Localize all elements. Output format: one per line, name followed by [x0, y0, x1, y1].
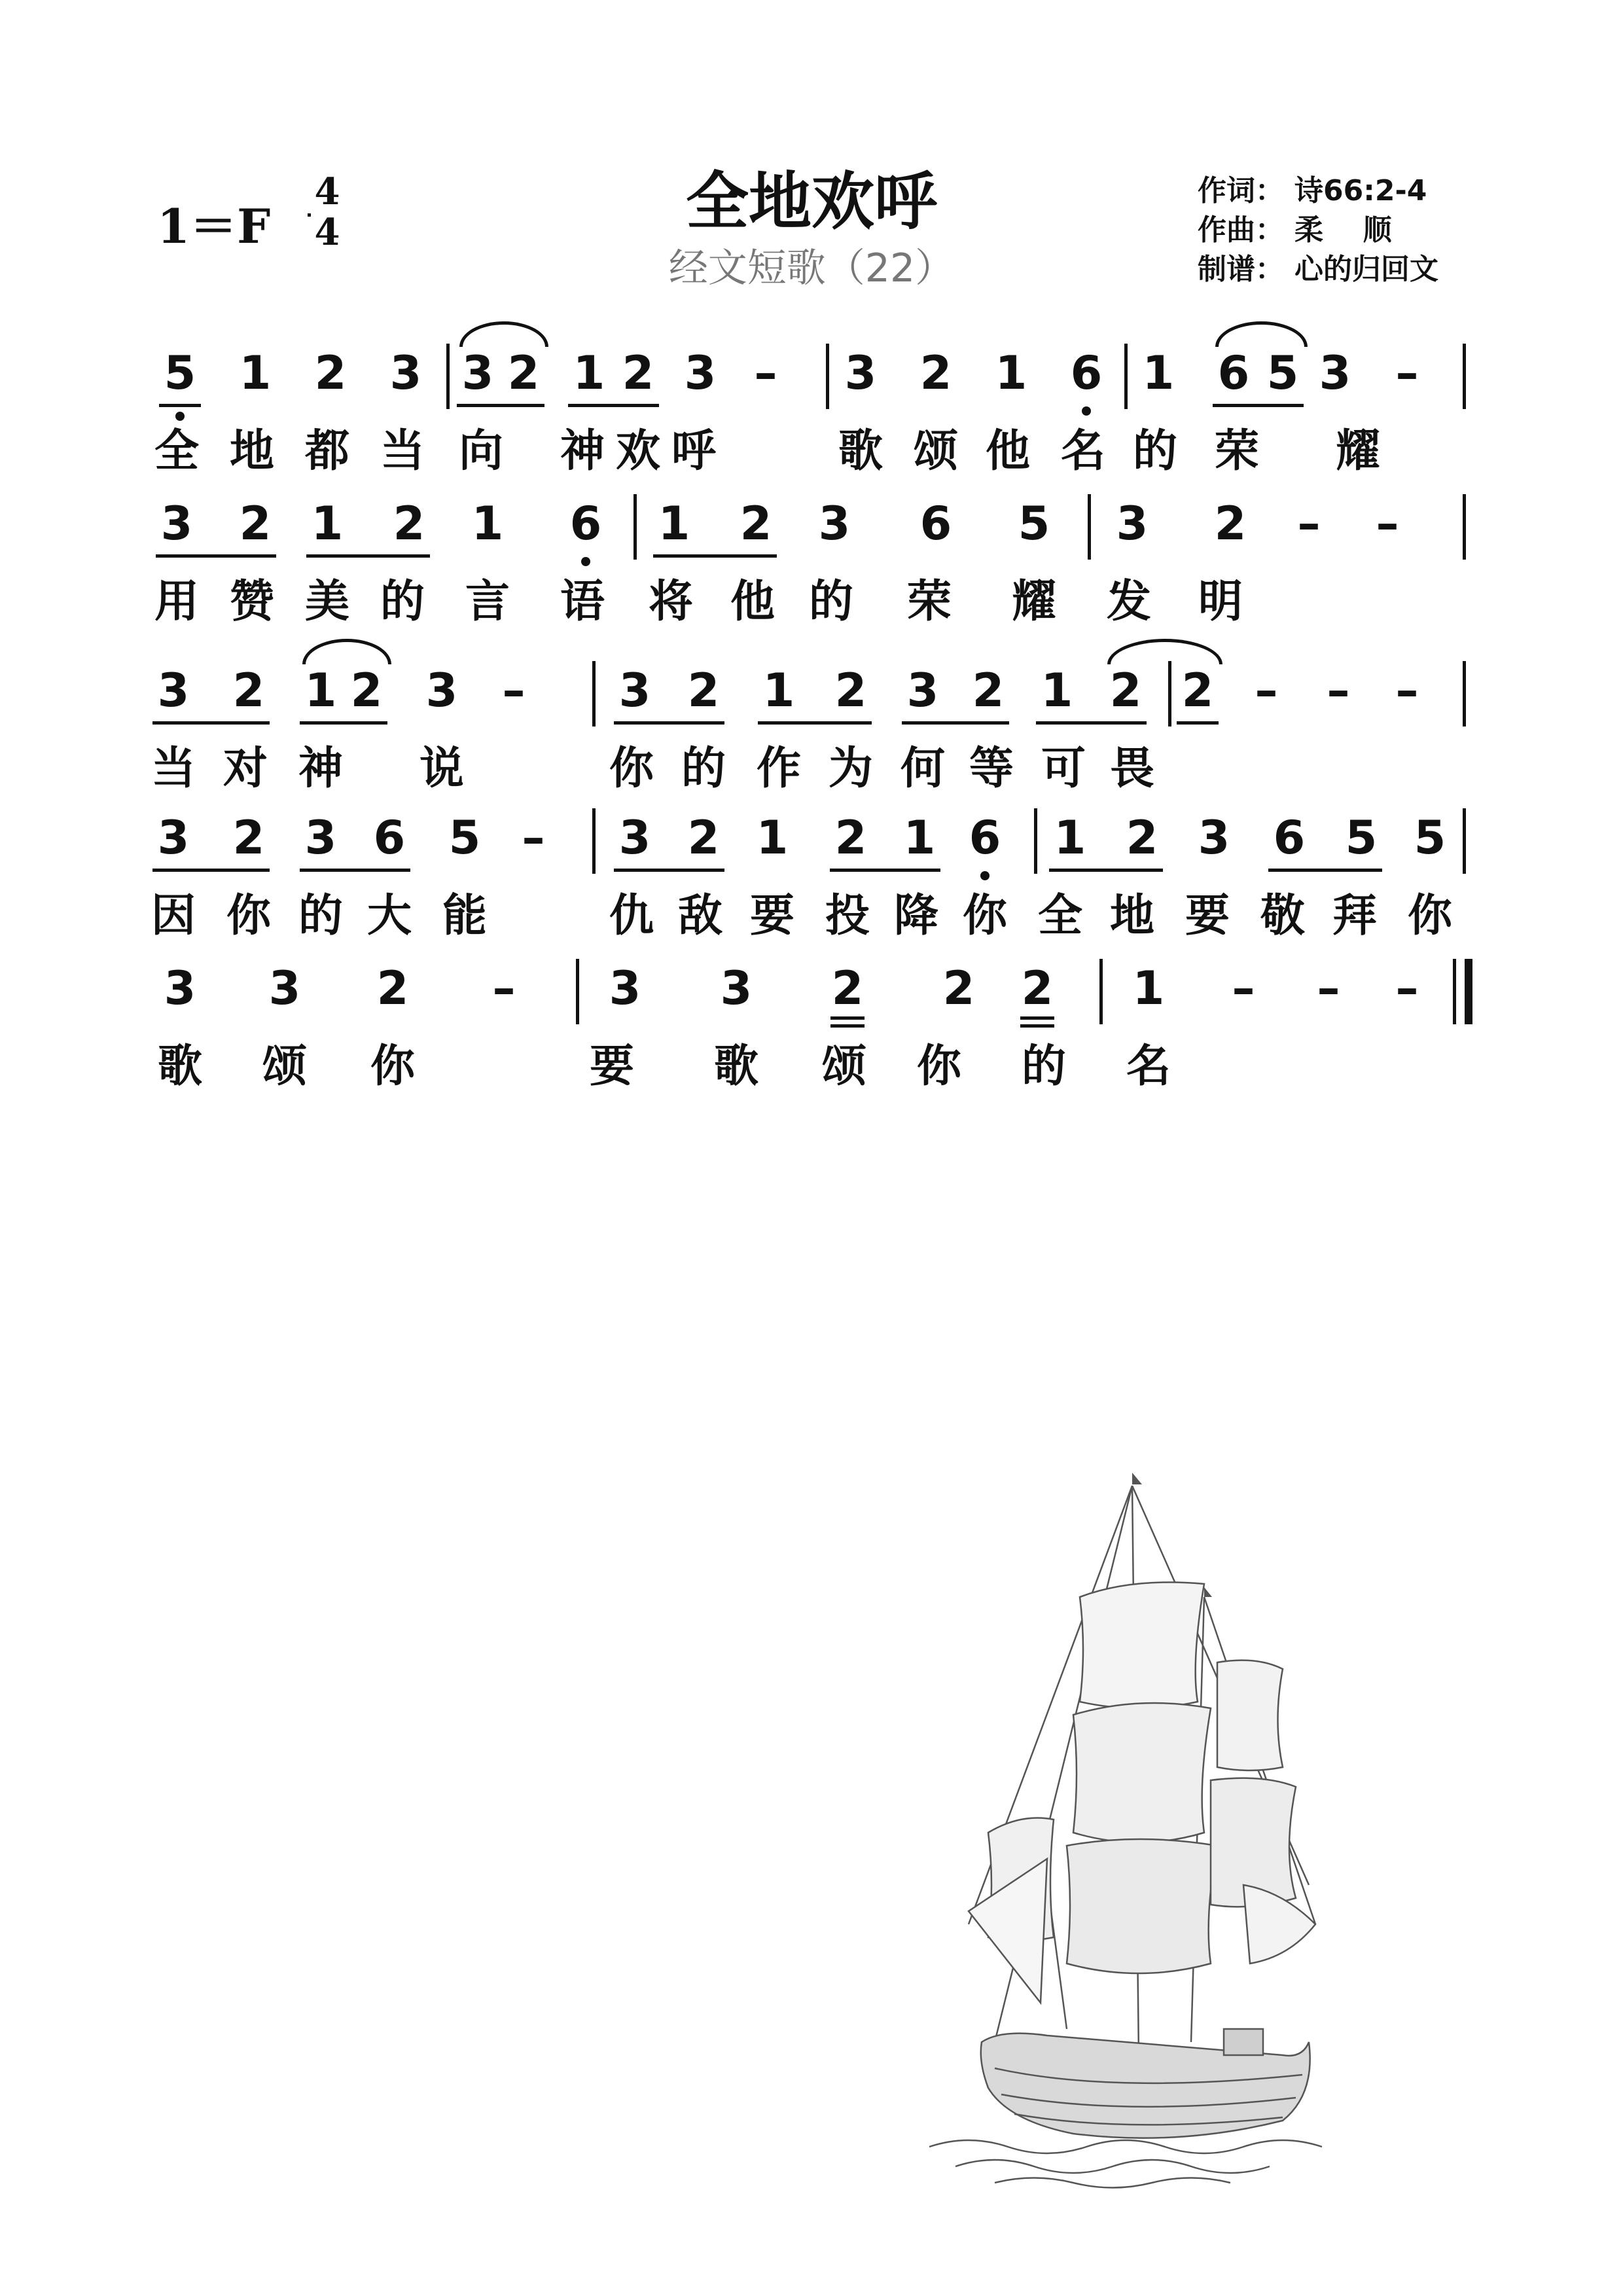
lyric-char: 畏 — [1109, 743, 1154, 795]
lyric-char: 你 — [370, 1041, 415, 1092]
note-underline — [568, 404, 659, 407]
song-title: 全地欢呼 — [686, 165, 937, 238]
barline — [1463, 661, 1466, 726]
lyric-char: 因 — [151, 890, 196, 942]
note: 1 — [239, 346, 272, 400]
time-signature-bottom: 4 — [314, 211, 340, 254]
lyric-char: 神 — [560, 425, 605, 477]
note: 3 — [160, 497, 193, 550]
note: 2 — [622, 346, 654, 400]
lyric-char: 明 — [1198, 576, 1243, 628]
note: 3 — [389, 346, 422, 400]
lyric-char: 他 — [985, 425, 1030, 477]
note-underline — [1049, 869, 1163, 872]
note: 2 — [350, 664, 383, 717]
note: 1 — [1041, 664, 1073, 717]
note: 3 — [844, 346, 877, 400]
note: 1 — [762, 664, 795, 717]
lyric-char: 将 — [648, 576, 693, 628]
note-underline — [653, 554, 777, 558]
lyric-char: 当 — [380, 425, 425, 477]
note: 3 — [609, 961, 641, 1015]
note: 5 — [1266, 346, 1299, 400]
note-underline — [830, 1016, 865, 1020]
low-octave-dot — [581, 557, 590, 566]
note-underline — [758, 721, 872, 725]
credit-engraver: 制谱： 心的归回文 — [1198, 253, 1438, 286]
note: 3 — [157, 811, 190, 865]
note: 6 — [373, 811, 406, 865]
note-underline — [1036, 721, 1147, 725]
lyric-char: 的 — [298, 890, 343, 942]
lyric-char: 要 — [1185, 890, 1230, 942]
lyric-char: 欢 — [615, 425, 660, 477]
note: 3 — [157, 664, 190, 717]
final-barline — [1453, 959, 1456, 1024]
lyric-char: 你 — [916, 1041, 961, 1092]
note-underline — [156, 554, 276, 558]
time-signature-top: 4 — [314, 170, 340, 213]
lyric-char: 呼 — [671, 425, 716, 477]
tie-slur — [302, 639, 391, 664]
note: 2 — [831, 961, 864, 1015]
note: 3 — [1198, 811, 1230, 865]
note-dash: – — [1376, 497, 1399, 550]
note: 2 — [239, 497, 272, 550]
note: 2 — [687, 811, 720, 865]
lyric-char: 的 — [681, 743, 726, 795]
barline — [446, 344, 450, 409]
note: 6 — [569, 497, 602, 550]
note: 2 — [232, 811, 265, 865]
lyric-char: 你 — [226, 890, 271, 942]
note: 3 — [1116, 497, 1149, 550]
note: 3 — [268, 961, 301, 1015]
lyric-char: 向 — [458, 425, 503, 477]
note-underline — [306, 554, 430, 558]
lyric-char: 神 — [298, 743, 343, 795]
credit-composer: 作曲： 柔 顺 — [1198, 213, 1399, 247]
note: 2 — [1126, 811, 1158, 865]
note-underline — [152, 869, 270, 872]
low-octave-dot — [175, 412, 185, 421]
lyric-char: 要 — [589, 1041, 634, 1092]
barline — [826, 344, 829, 409]
note-underline — [614, 869, 724, 872]
lyric-char: 言 — [465, 576, 510, 628]
note-dash: – — [1327, 664, 1350, 717]
lyric-char: 你 — [962, 890, 1007, 942]
barline — [1168, 661, 1171, 726]
note: 3 — [164, 961, 196, 1015]
lyric-char: 耀 — [1335, 425, 1380, 477]
lyric-char: 美 — [304, 576, 349, 628]
lyric-char: 的 — [808, 576, 853, 628]
note: 1 — [311, 497, 344, 550]
note: 2 — [376, 961, 409, 1015]
lyric-char: 全 — [1037, 890, 1082, 942]
note: 2 — [314, 346, 347, 400]
note-underline — [1268, 869, 1382, 872]
lyric-char: 赞 — [229, 576, 274, 628]
lyric-char: 要 — [749, 890, 794, 942]
note: 6 — [1070, 346, 1103, 400]
lyric-char: 歌 — [713, 1041, 758, 1092]
note: 1 — [658, 497, 690, 550]
note: 3 — [618, 811, 651, 865]
note-underline — [1213, 404, 1304, 407]
note-underline — [300, 721, 387, 725]
lyric-char: 何 — [900, 743, 945, 795]
note: 6 — [1217, 346, 1250, 400]
note-underline — [152, 721, 270, 725]
lyric-char: 歌 — [838, 425, 883, 477]
lyric-char: 都 — [304, 425, 349, 477]
lyric-char: 敌 — [677, 890, 722, 942]
note: 1 — [995, 346, 1027, 400]
lyric-char: 荣 — [1214, 425, 1259, 477]
note: 2 — [507, 346, 540, 400]
note: 1 — [756, 811, 789, 865]
lyric-char: 敬 — [1260, 890, 1305, 942]
barline — [1463, 494, 1466, 560]
note: 3 — [618, 664, 651, 717]
note-underline — [902, 721, 1009, 725]
note: 3 — [818, 497, 851, 550]
note: 1 — [1142, 346, 1175, 400]
key-signature: 1＝F — [157, 198, 271, 254]
note: 1 — [471, 497, 504, 550]
note: 1 — [1132, 961, 1165, 1015]
note-underline — [1020, 1016, 1054, 1020]
note: 5 — [1018, 497, 1050, 550]
lyric-char: 全 — [154, 425, 199, 477]
barline — [1463, 344, 1466, 409]
lyric-char: 歌 — [157, 1041, 202, 1092]
lyric-char: 用 — [154, 576, 199, 628]
note: 2 — [1021, 961, 1054, 1015]
lyric-char: 发 — [1106, 576, 1151, 628]
barline — [592, 661, 596, 726]
lyric-char: 颂 — [262, 1041, 307, 1092]
note: 3 — [684, 346, 717, 400]
note: 2 — [919, 346, 952, 400]
lyric-char: 仇 — [609, 890, 654, 942]
lyric-char: 名 — [1126, 1041, 1171, 1092]
note: 2 — [1181, 664, 1214, 717]
note: 2 — [232, 664, 265, 717]
lyric-char: 的 — [380, 576, 425, 628]
note: 3 — [1319, 346, 1351, 400]
note-dash: – — [1232, 961, 1255, 1015]
barline — [592, 808, 596, 874]
note: 2 — [834, 811, 867, 865]
barline — [633, 494, 637, 560]
note-dash: – — [492, 961, 516, 1015]
barline — [1463, 808, 1466, 874]
lyric-char: 作 — [756, 743, 801, 795]
note: 6 — [1273, 811, 1306, 865]
note-underline — [300, 869, 410, 872]
lyric-char: 语 — [560, 576, 605, 628]
note: 5 — [1414, 811, 1446, 865]
note-underline — [1020, 1024, 1054, 1028]
lyric-char: 地 — [1109, 890, 1154, 942]
lyric-char: 投 — [825, 890, 870, 942]
note-dash: – — [1395, 664, 1419, 717]
low-octave-dot — [1082, 406, 1091, 416]
lyric-char: 拜 — [1332, 890, 1377, 942]
lyric-char: 等 — [969, 743, 1014, 795]
lyric-char: 颂 — [913, 425, 958, 477]
lyric-char: 为 — [828, 743, 873, 795]
note-dash: – — [754, 346, 777, 400]
note-dash: – — [1297, 497, 1321, 550]
lyric-char: 降 — [893, 890, 938, 942]
note-dash: – — [1395, 961, 1419, 1015]
note: 3 — [720, 961, 753, 1015]
lyric-char: 地 — [229, 425, 274, 477]
tie-slur — [1107, 639, 1222, 664]
note: 1 — [573, 346, 605, 400]
note-underline — [1177, 721, 1219, 725]
lyric-char: 你 — [609, 743, 654, 795]
note: 2 — [740, 497, 772, 550]
note: 2 — [393, 497, 425, 550]
note: 5 — [448, 811, 481, 865]
note-dash: – — [1395, 346, 1419, 400]
lyric-char: 的 — [1132, 425, 1177, 477]
tie-slur — [459, 321, 548, 347]
sailing-ship-illustration — [916, 1466, 1342, 2193]
note-underline — [614, 721, 724, 725]
note: 2 — [687, 664, 720, 717]
final-barline — [1465, 959, 1472, 1024]
note-underline — [457, 404, 544, 407]
note-dash: – — [502, 664, 526, 717]
credit-lyricist: 作词： 诗66:2-4 — [1198, 174, 1427, 207]
note: 3 — [906, 664, 939, 717]
note: 2 — [942, 961, 975, 1015]
note-dash: – — [1255, 664, 1278, 717]
lyric-char: 耀 — [1011, 576, 1056, 628]
credits — [1198, 171, 1438, 289]
note: 1 — [903, 811, 936, 865]
note: 2 — [972, 664, 1005, 717]
note: 1 — [304, 664, 337, 717]
note: 2 — [834, 664, 867, 717]
barline — [1088, 494, 1091, 560]
barline — [1034, 808, 1037, 874]
note: 2 — [1214, 497, 1247, 550]
note-underline — [830, 869, 940, 872]
note-dash: – — [522, 811, 545, 865]
lyric-char: 当 — [151, 743, 196, 795]
lyric-char: 对 — [223, 743, 268, 795]
lyric-char: 荣 — [906, 576, 952, 628]
note: 5 — [164, 346, 196, 400]
note: 3 — [461, 346, 494, 400]
tie-slur — [1215, 321, 1308, 347]
low-octave-dot — [980, 871, 990, 880]
note-underline — [830, 1024, 865, 1028]
barline — [576, 959, 579, 1024]
lyric-char: 的 — [1021, 1041, 1066, 1092]
lyric-char: 颂 — [821, 1041, 866, 1092]
note-dash: – — [1317, 961, 1340, 1015]
lyric-char: 可 — [1041, 743, 1086, 795]
lyric-char: 名 — [1060, 425, 1105, 477]
song-subtitle: 经文短歌（22） — [668, 245, 955, 291]
note: 2 — [1109, 664, 1142, 717]
note-underline — [159, 404, 201, 407]
barline — [1099, 959, 1103, 1024]
note: 6 — [969, 811, 1001, 865]
note: 3 — [304, 811, 337, 865]
lyric-char: 他 — [730, 576, 775, 628]
lyric-char: 大 — [366, 890, 412, 942]
note: 3 — [425, 664, 458, 717]
note: 1 — [1054, 811, 1086, 865]
barline — [1124, 344, 1128, 409]
lyric-char: 你 — [1407, 890, 1452, 942]
lyric-char: 说 — [419, 743, 464, 795]
lyric-char: 能 — [442, 890, 487, 942]
note: 5 — [1345, 811, 1378, 865]
note: 6 — [919, 497, 952, 550]
